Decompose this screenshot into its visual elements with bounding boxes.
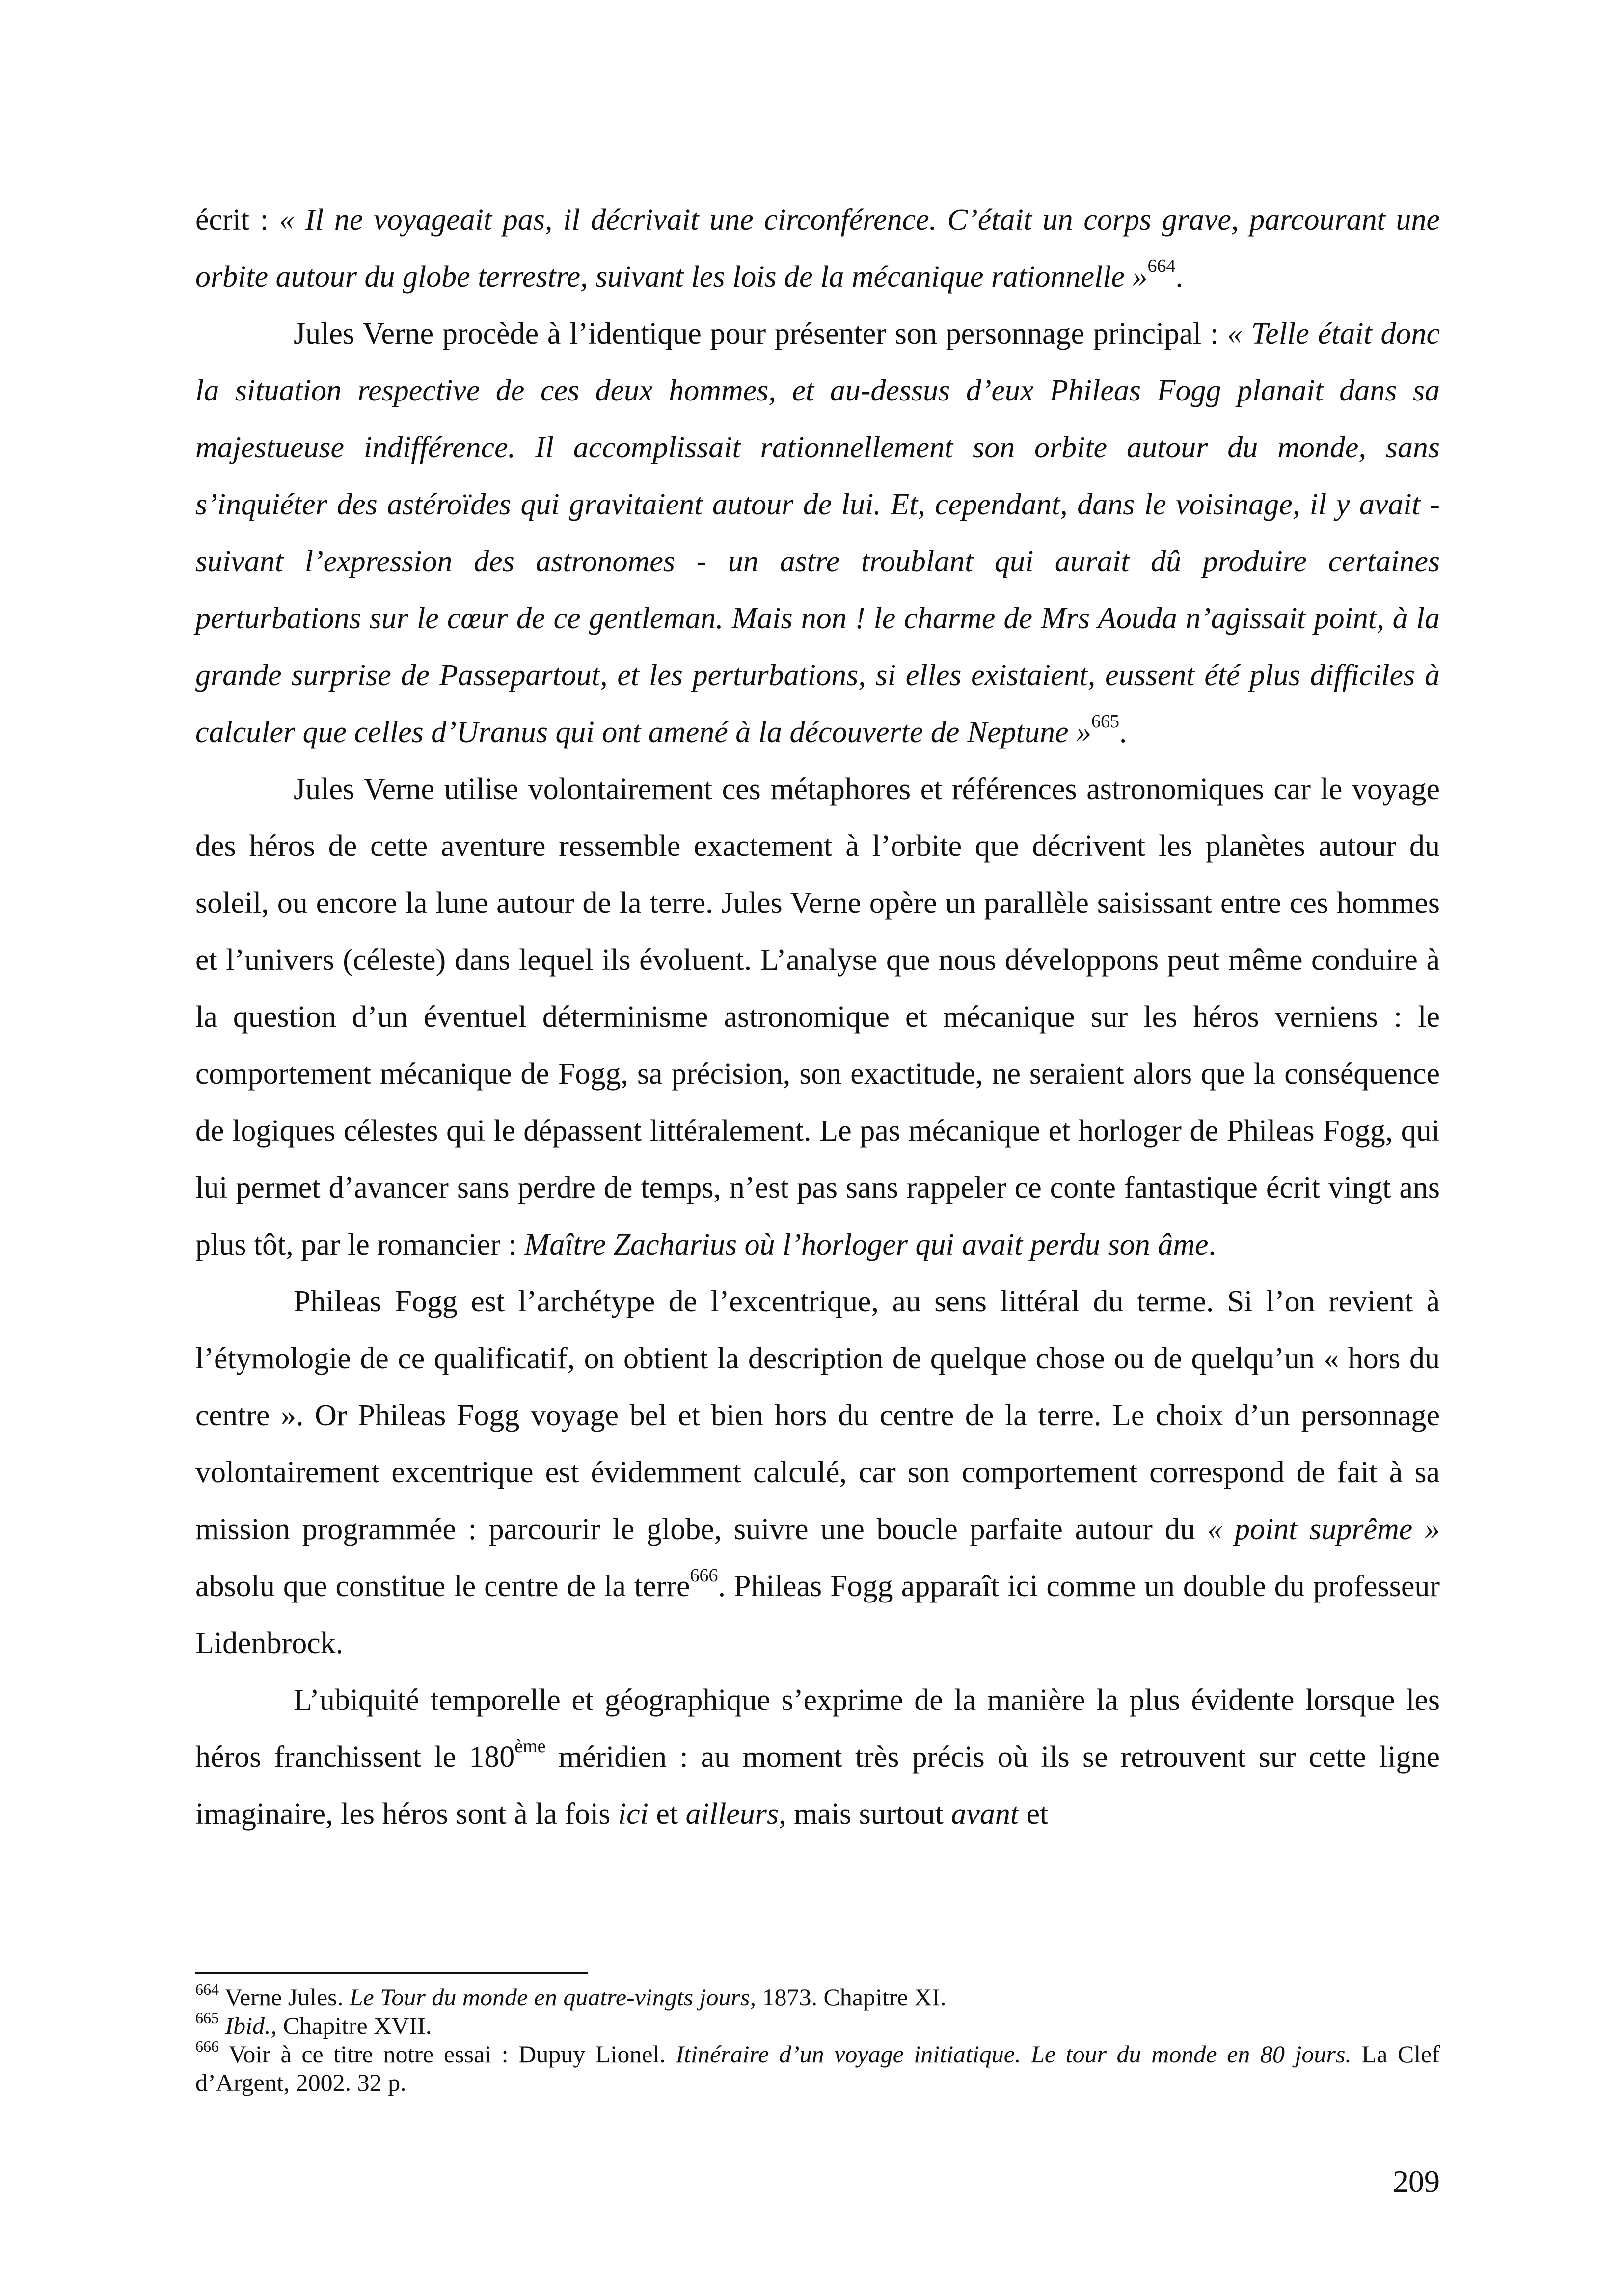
paragraph [195,305,1440,761]
body-text [195,191,1440,1842]
note-reference: 664 [1147,256,1176,276]
text-run: Phileas Fogg est l’archétype de l’excentrique, au sens littéral du terme. Si l’on revient à l’étymologie de ce qualificatif, on obtient la description de quelque chose ou de quelqu’un « hors du centre ». Or Phileas Fogg voyage bel et bien hors du centre de la terre. Le choix d’un personnage volontairement excentrique est évidemment calculé, car son comportement correspond de fait à sa mission programmée : parcourir le globe, suivre une boucle parfaite autour du [195,1285,1440,1546]
footnote [195,1980,1440,2011]
italic-text: Maître Zacharius où l’horloger qui avait perdu son âme [524,1228,1209,1261]
italic-text: « Telle était donc la situation respective de ces deux hommes, et au-dessus d’eux Phileas Fogg planait dans sa majestueuse indifférence. Il accomplissait rationnellement son orbite autour du monde, sans s’inquiéter des astéroïdes qui gravitaient autour de lui. Et, cependant, dans le voisinage, il y avait - suivant l’expression des astronomes - un astre troublant qui aurait dû produire certaines perturbations sur le cœur de ce gentleman. Mais non ! le charme de Mrs Aouda n’agissait point, à la grande surprise de Passepartout, et les perturbations, si elles existaient, eussent été plus difficiles à calculer que celles d’Uranus qui ont amené à la découverte de Neptune » [195,317,1440,749]
note-reference: 666 [195,2037,219,2055]
text-run: méridien : au moment très précis où ils se retrouvent sur cette ligne imaginaire, les héros sont à la fois [195,1740,1440,1831]
text-run: , mais surtout [779,1797,951,1831]
paragraph [195,191,1440,305]
text-run: Verne Jules. [219,1983,350,2011]
text-run: . Phileas Fogg apparaît ici comme un double du professeur Lidenbrock. [195,1570,1440,1660]
note-reference: ème [514,1736,546,1757]
italic-text: Itinéraire d’un voyage initiatique. Le tour du monde en 80 jours. [676,2040,1352,2068]
footnote [195,2037,1440,2097]
page-number: 209 [1393,2164,1440,2199]
paragraph [195,1672,1440,1842]
footnotes [195,1980,1440,2097]
text-run [219,2012,225,2039]
italic-text: Le Tour du monde en quatre-vingts jours, [349,1983,756,2011]
paragraph [195,761,1440,1273]
text-run: . [1119,716,1127,749]
italic-text: ailleurs [685,1797,779,1831]
text-run: et [648,1797,686,1831]
italic-text: « Il ne voyageait pas, il décrivait une circonférence. C’était un corps grave, parcourant une orbite autour du globe terrestre, suivant les lois de la mécanique rationnelle » [195,203,1440,294]
text-run: Chapitre XVII. [277,2012,432,2039]
text-run: et [1019,1797,1049,1831]
note-reference: 664 [195,1980,219,1998]
paragraph [195,1273,1440,1672]
text-run: La Clef d’Argent, 2002. 32 p. [195,2040,1440,2096]
text-run: écrit : [195,203,279,237]
italic-text: « point suprême » [1207,1513,1440,1546]
text-run: . [1208,1228,1217,1261]
footnote-separator [195,1972,588,1974]
footnote [195,2011,1440,2040]
text-run: absolu que constitue le centre de la terre [195,1570,690,1603]
text-run: Jules Verne procède à l’identique pour présenter son personnage principal : [294,317,1227,350]
note-reference: 666 [690,1565,718,1586]
text-run: Voir à ce titre notre essai : Dupuy Lionel. [219,2040,676,2068]
text-run: Jules Verne utilise volontairement ces métaphores et références astronomiques car le voyage des héros de cette aventure ressemble exactement à l’orbite que décrivent les planètes autour du soleil, ou encore la lune autour de la terre. Jules Verne opère un parallèle saisissant entre ces hommes et l’univers (céleste) dans lequel ils évoluent. L’analyse que nous développons peut même conduire à la question d’un éventuel déterminisme astronomique et mécanique sur les héros verniens : le comportement mécanique de Fogg, sa précision, son exactitude, ne seraient alors que la conséquence de logiques célestes qui le dépassent littéralement. Le pas mécanique et horloger de Phileas Fogg, qui lui permet d’avancer sans perdre de temps, n’est pas sans rappeler ce conte fantastique écrit vingt ans plus tôt, par le romancier : [195,773,1440,1261]
italic-text: ici [618,1797,649,1831]
italic-text: Ibid., [225,2012,277,2039]
note-reference: 665 [195,2009,219,2027]
italic-text: avant [951,1797,1019,1831]
note-reference: 665 [1091,711,1120,732]
text-run: L’ubiquité temporelle et géographique s’exprime de la manière la plus évidente lorsque les héros franchissent le 180 [195,1683,1440,1774]
text-run: . [1175,260,1184,294]
text-run: 1873. Chapitre XI. [756,1983,947,2011]
